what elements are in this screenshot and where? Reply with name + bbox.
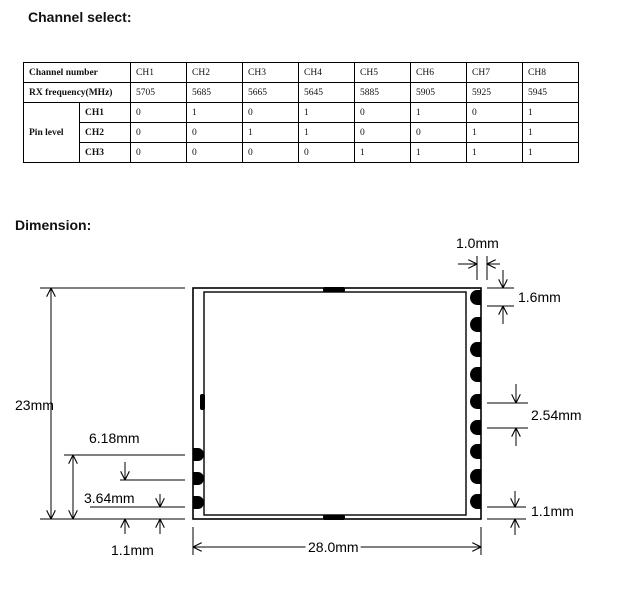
- pin-name-cell: CH2: [80, 123, 131, 143]
- pin-value-cell: 1: [523, 103, 579, 123]
- pin-value-cell: 0: [187, 123, 243, 143]
- pin-value-cell: 0: [131, 143, 187, 163]
- bottom-pad: [323, 515, 345, 520]
- channel-header-cell: CH1: [131, 63, 187, 83]
- pin-value-cell: 1: [523, 143, 579, 163]
- pin-value-cell: 1: [299, 103, 355, 123]
- channel-header-cell: CH5: [355, 63, 411, 83]
- left-pad-pitch-span-label: 3.64mm: [84, 490, 135, 506]
- right-pad: [470, 394, 481, 409]
- bottom-offset-right-label: 1.1mm: [531, 503, 574, 519]
- pin-value-cell: 1: [411, 103, 467, 123]
- right-pad: [470, 290, 481, 305]
- pin-name-cell: CH3: [80, 143, 131, 163]
- pin-value-cell: 0: [355, 123, 411, 143]
- pin-value-cell: 0: [243, 143, 299, 163]
- channel-select-heading: Channel select:: [28, 9, 132, 25]
- dimension-heading: Dimension:: [15, 217, 92, 233]
- rx-frequency-cell: 5665: [243, 83, 299, 103]
- pin-value-cell: 1: [243, 123, 299, 143]
- center-pads: [323, 287, 345, 520]
- pin-value-cell: 1: [299, 123, 355, 143]
- pin-value-cell: 1: [411, 143, 467, 163]
- pin-value-cell: 0: [411, 123, 467, 143]
- pin-value-cell: 0: [467, 103, 523, 123]
- channel-header-cell: CH8: [523, 63, 579, 83]
- width-label: 28.0mm: [308, 539, 359, 555]
- rx-frequency-cell: 5945: [523, 83, 579, 103]
- pitch-label: 2.54mm: [531, 407, 582, 423]
- pin-value-cell: 0: [243, 103, 299, 123]
- left-pad: [200, 394, 205, 410]
- channel-header-cell: CH6: [411, 63, 467, 83]
- pin-value-cell: 0: [131, 123, 187, 143]
- right-pad: [470, 367, 481, 382]
- rx-frequency-cell: 5685: [187, 83, 243, 103]
- pin-value-cell: 1: [467, 143, 523, 163]
- pin-value-cell: 0: [131, 103, 187, 123]
- right-pad: [470, 317, 481, 332]
- rx-frequency-cell: 5925: [467, 83, 523, 103]
- rx-frequency-cell: 5645: [299, 83, 355, 103]
- pin-name-cell: CH1: [80, 103, 131, 123]
- rx-frequency-cell: 5885: [355, 83, 411, 103]
- pin-value-cell: 1: [355, 143, 411, 163]
- channel-header-cell: CH4: [299, 63, 355, 83]
- module-outline: [193, 288, 481, 519]
- left-pad: [193, 496, 204, 509]
- channel-header-cell: CH2: [187, 63, 243, 83]
- left-pad: [193, 448, 204, 461]
- rx-frequency-cell: 5705: [131, 83, 187, 103]
- top-offset-label: 1.6mm: [518, 289, 561, 305]
- pin-level-label: Pin level: [24, 103, 80, 163]
- left-pad-span-label: 6.18mm: [89, 430, 140, 446]
- right-pad: [470, 494, 481, 509]
- bottom-offset-left-label: 1.1mm: [111, 542, 154, 558]
- channel-number-header: Channel number: [24, 63, 131, 83]
- pad-width-label: 1.0mm: [456, 235, 499, 251]
- pin-value-cell: 1: [467, 123, 523, 143]
- right-pad: [470, 444, 481, 459]
- right-pads: [470, 290, 481, 509]
- pin-value-cell: 0: [299, 143, 355, 163]
- height-label: 23mm: [15, 397, 54, 413]
- channel-header-cell: CH3: [243, 63, 299, 83]
- channel-header-cell: CH7: [467, 63, 523, 83]
- rx-frequency-cell: 5905: [411, 83, 467, 103]
- pin-value-cell: 0: [355, 103, 411, 123]
- pin-value-cell: 1: [187, 103, 243, 123]
- right-pad: [470, 420, 481, 435]
- rx-frequency-label: RX frequency(MHz): [24, 83, 131, 103]
- pin-value-cell: 0: [187, 143, 243, 163]
- left-pad: [193, 472, 204, 485]
- right-pad: [470, 342, 481, 357]
- top-pad: [323, 287, 345, 292]
- pin-value-cell: 1: [523, 123, 579, 143]
- left-pads: [193, 394, 205, 509]
- right-pad: [470, 469, 481, 484]
